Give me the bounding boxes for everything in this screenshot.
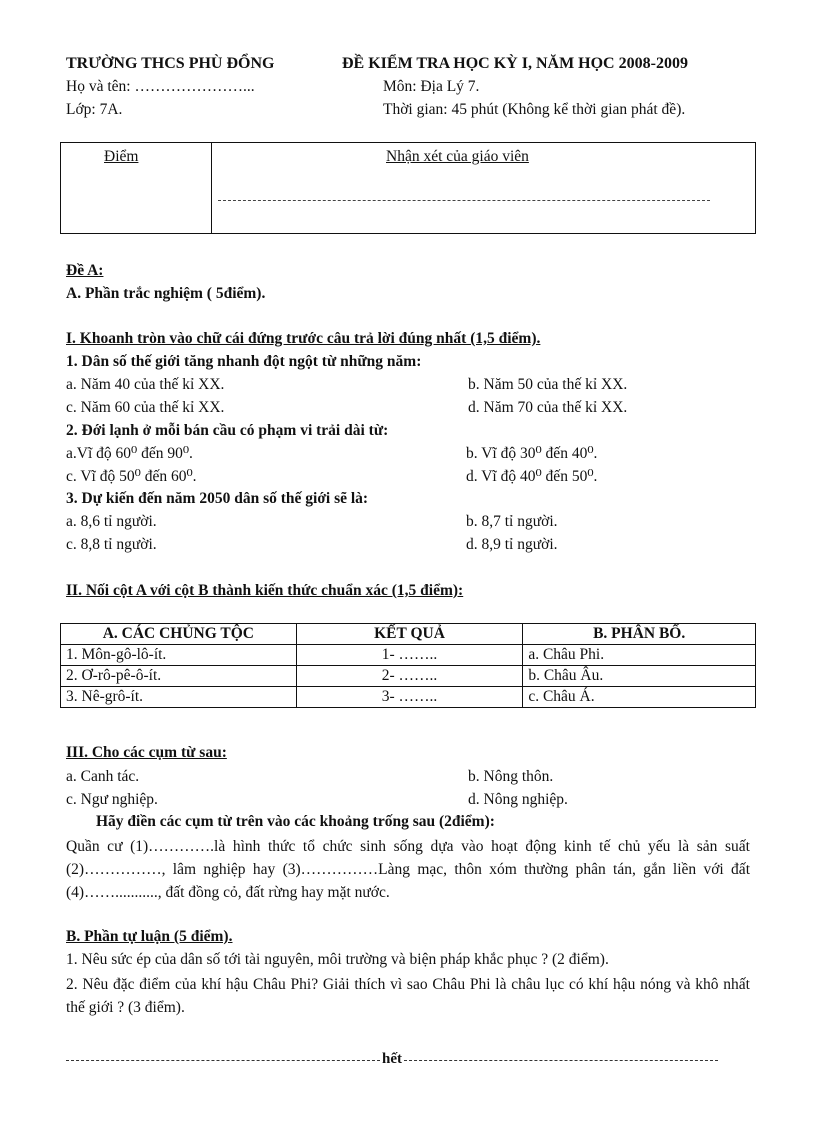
q3-option-b: b. 8,7 tỉ người. [466, 513, 558, 530]
header-distribution: B. PHÂN BỐ. [523, 624, 756, 645]
q2-option-d: d. Vĩ độ 40⁰ đến 50⁰. [466, 468, 598, 485]
part-b-title: B. Phần tự luận (5 điểm). [66, 928, 233, 945]
section1-title: I. Khoanh tròn vào chữ cái đứng trước câu trả lời đúng nhất (1,5 điểm). [66, 330, 541, 347]
distribution-cell: b. Châu Âu. [523, 666, 756, 687]
essay-question-1: 1. Nêu sức ép của dân số tới tài nguyên, môi trường và biện pháp khắc phục ? (2 điểm). [66, 951, 609, 968]
q1-option-b: b. Năm 50 của thế kỉ XX. [468, 376, 628, 393]
class-label: Lớp: 7A. [66, 101, 123, 118]
end-dash-right [404, 1060, 718, 1061]
time-label: Thời gian: 45 phút (Không kể thời gian phát đề). [383, 101, 686, 118]
exam-code: Đề A: [66, 262, 104, 279]
matching-header-row [61, 624, 756, 645]
comment-dotted-line [218, 200, 710, 201]
race-cell: 2. Ơ-rô-pê-ô-ít. [61, 666, 297, 687]
part-a-title-text: A. Phần trắc nghiệm ( 5điểm). [66, 285, 266, 302]
result-cell: 2- …….. [296, 666, 523, 687]
q3-option-d: d. 8,9 tỉ người. [466, 536, 558, 553]
result-cell: 1- …….. [296, 645, 523, 666]
fill-instruction: Hãy điền các cụm từ trên vào các khoảng trống sau (2điểm): [96, 813, 495, 830]
phrase-a: a. Canh tác. [66, 768, 140, 785]
q1-option-d: d. Năm 70 của thế kỉ XX. [468, 399, 628, 416]
phrase-b: b. Nông thôn. [468, 768, 554, 785]
race-cell: 1. Môn-gô-lô-ít. [61, 645, 297, 666]
end-mark: hết [382, 1051, 402, 1067]
teacher-comment-label: Nhận xét của giáo viên [386, 148, 529, 165]
fill-in-paragraph: Quần cư (1)………….là hình thức tổ chức sinh sống dựa vào hoạt động kinh tế chủ yếu là sản suất (2)……………, lâm nghiệp hay (3)……………Làng mạc, thôn xóm thường phân tán, gắn liền với đất (4)……..........., đất đồng cỏ, đất rừng hay mặt nước. [66, 838, 750, 901]
score-box-divider [211, 143, 212, 233]
score-label: Điểm [104, 148, 139, 165]
question-3: 3. Dự kiến đến năm 2050 dân số thế giới sẽ là: [66, 490, 369, 507]
race-cell: 3. Nê-grô-ít. [61, 687, 297, 708]
q3-option-a: a. 8,6 tỉ người. [66, 513, 157, 530]
table-row [61, 645, 756, 666]
school-name: TRƯỜNG THCS PHÙ ĐỔNG [66, 55, 275, 72]
exam-title: ĐỀ KIỂM TRA HỌC KỲ I, NĂM HỌC 2008-2009 [342, 55, 688, 72]
section2-title: II. Nối cột A với cột B thành kiến thức chuẩn xác (1,5 điểm): [66, 582, 464, 599]
q1-option-a: a. Năm 40 của thế kỉ XX. [66, 376, 225, 393]
header-races: A. CÁC CHỦNG TỘC [61, 624, 297, 645]
table-row [61, 666, 756, 687]
question-1: 1. Dân số thế giới tăng nhanh đột ngột từ những năm: [66, 353, 422, 370]
result-cell: 3- …….. [296, 687, 523, 708]
score-comment-box [60, 142, 756, 234]
distribution-cell: a. Châu Phi. [523, 645, 756, 666]
distribution-cell: c. Châu Á. [523, 687, 756, 708]
subject-label: Môn: Địa Lý 7. [383, 78, 480, 95]
phrase-c: c. Ngư nghiệp. [66, 791, 158, 808]
part-a-title [66, 285, 265, 303]
section3-title: III. Cho các cụm từ sau: [66, 744, 227, 761]
q3-option-c: c. 8,8 tỉ người. [66, 536, 157, 553]
question-2: 2. Đới lạnh ở mỗi bán cầu có phạm vi trải dài từ: [66, 422, 389, 439]
end-line [66, 1051, 718, 1068]
header-result: KẾT QUẢ [296, 624, 523, 645]
student-name-label: Họ và tên: …………………... [66, 78, 255, 95]
q1-option-c: c. Năm 60 của thế kỉ XX. [66, 399, 225, 416]
q2-option-a: a.Vĩ độ 60⁰ đến 90⁰. [66, 445, 193, 462]
end-dash-left [66, 1060, 380, 1061]
q2-option-b: b. Vĩ độ 30⁰ đến 40⁰. [466, 445, 598, 462]
q2-option-c: c. Vĩ độ 50⁰ đến 60⁰. [66, 468, 197, 485]
matching-table [60, 623, 756, 708]
table-row [61, 687, 756, 708]
phrase-d: d. Nông nghiệp. [468, 791, 568, 808]
essay-question-2: 2. Nêu đặc điểm của khí hậu Châu Phi? Giải thích vì sao Châu Phi là châu lục có khí hậu nóng và khô nhất thế giới ? (3 điểm). [66, 976, 750, 1016]
